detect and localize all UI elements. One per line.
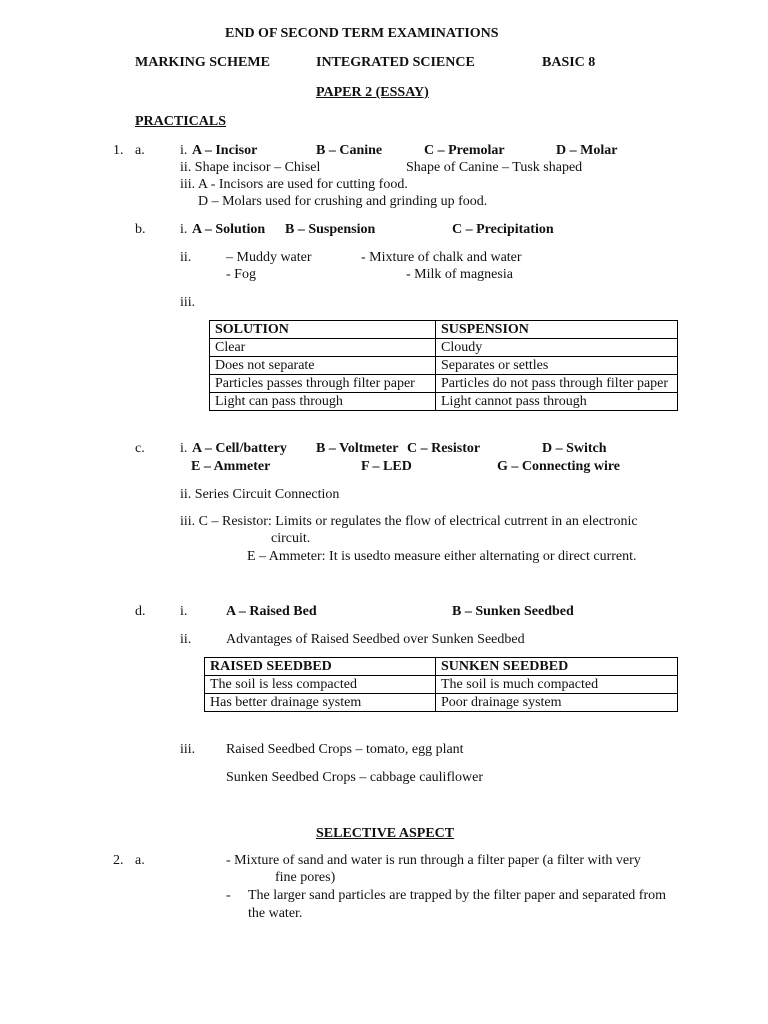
c-i-item: E – Ammeter <box>191 459 271 474</box>
a-i-item: A – Incisor <box>192 143 258 158</box>
a-ii-right: Shape of Canine – Tusk shaped <box>406 160 583 175</box>
part-a-label: a. <box>135 853 145 868</box>
part-a-label: a. <box>135 143 145 158</box>
part-b-label: b. <box>135 222 146 237</box>
d-iii-line: Raised Seedbed Crops – tomato, egg plant <box>226 742 464 757</box>
question-number: 1. <box>113 143 124 158</box>
table-cell: Does not separate <box>210 357 436 375</box>
subject-label: INTEGRATED SCIENCE <box>316 55 475 70</box>
b-i-item: C – Precipitation <box>452 222 554 237</box>
c-i-item: B – Voltmeter <box>316 441 399 456</box>
c-i-item: F – LED <box>361 459 412 474</box>
d-i-label: i. <box>180 604 188 619</box>
c-iii-line: iii. C – Resistor: Limits or regulates the flow of electrical cutrrent in an electronic <box>180 514 638 529</box>
class-label: BASIC 8 <box>542 55 596 70</box>
table-cell: Particles do not pass through filter paper <box>436 375 678 393</box>
c-i-item: D – Switch <box>542 441 607 456</box>
d-i-item: B – Sunken Seedbed <box>452 604 574 619</box>
b-i-label: i. <box>180 222 188 237</box>
c-i-item: G – Connecting wire <box>497 459 621 474</box>
d-i-item: A – Raised Bed <box>226 604 317 619</box>
a-i-item: C – Premolar <box>424 143 505 158</box>
table-cell: Light cannot pass through <box>436 393 678 411</box>
table-cell: Clear <box>210 339 436 357</box>
table-header-row <box>205 658 678 676</box>
a-i-item: B – Canine <box>316 143 383 158</box>
table-cell: The soil is less compacted <box>205 676 436 694</box>
table-cell: Light can pass through <box>210 393 436 411</box>
c-i-item: C – Resistor <box>407 441 481 456</box>
table-cell: The soil is much compacted <box>436 676 678 694</box>
table-header-cell: SUSPENSION <box>436 321 678 339</box>
a-i-label: i. <box>180 143 188 158</box>
seedbed-table <box>204 657 678 712</box>
d-ii-label: ii. <box>180 632 192 647</box>
c-iii-line: E – Ammeter: It is usedto measure either alternating or direct current. <box>247 549 637 564</box>
b-i-item: A – Solution <box>192 222 266 237</box>
table-cell: Separates or settles <box>436 357 678 375</box>
a-ii-left: ii. Shape incisor – Chisel <box>180 160 321 175</box>
exam-title: END OF SECOND TERM EXAMINATIONS <box>225 26 499 41</box>
a-iii-line: D – Molars used for crushing and grinding up food. <box>198 194 488 209</box>
practicals-heading: PRACTICALS <box>135 114 227 129</box>
table-row <box>205 694 678 712</box>
d-iii-label: iii. <box>180 742 196 757</box>
paper-label: PAPER 2 (ESSAY) <box>316 85 429 100</box>
a-iii-line: iii. A - Incisors are used for cutting food. <box>180 177 408 192</box>
solution-suspension-table <box>209 320 678 411</box>
b-ii-example: - Mixture of chalk and water <box>361 250 522 265</box>
table-header-cell: RAISED SEEDBED <box>205 658 436 676</box>
table-header-row <box>210 321 678 339</box>
b-ii-example: – Muddy water <box>226 250 312 265</box>
c-i-item: A – Cell/battery <box>192 441 287 456</box>
marking-scheme-label: MARKING SCHEME <box>135 55 270 70</box>
part-c-label: c. <box>135 441 145 456</box>
b-ii-example: - Fog <box>226 267 256 282</box>
c-ii-line: ii. Series Circuit Connection <box>180 487 340 502</box>
table-cell: Particles passes through filter paper <box>210 375 436 393</box>
b-i-item: B – Suspension <box>285 222 376 237</box>
b-ii-example: - Milk of magnesia <box>406 267 513 282</box>
table-header-cell: SOLUTION <box>210 321 436 339</box>
c-i-label: i. <box>180 441 188 456</box>
answer-line: the water. <box>248 906 303 921</box>
c-iii-line: circuit. <box>271 531 311 546</box>
answer-line: The larger sand particles are trapped by the filter paper and separated from <box>248 888 666 903</box>
table-row <box>210 393 678 411</box>
a-i-item: D – Molar <box>556 143 618 158</box>
table-row <box>210 357 678 375</box>
table-row <box>205 676 678 694</box>
table-cell: Cloudy <box>436 339 678 357</box>
part-d-label: d. <box>135 604 146 619</box>
answer-dash: - <box>226 888 231 903</box>
table-header-cell: SUNKEN SEEDBED <box>436 658 678 676</box>
table-row <box>210 375 678 393</box>
selective-heading: SELECTIVE ASPECT <box>316 826 455 841</box>
b-ii-label: ii. <box>180 250 192 265</box>
question-number: 2. <box>113 853 124 868</box>
d-ii-text: Advantages of Raised Seedbed over Sunken Seedbed <box>226 632 525 647</box>
answer-line: - Mixture of sand and water is run through a filter paper (a filter with very <box>226 853 641 868</box>
d-iii-line: Sunken Seedbed Crops – cabbage cauliflower <box>226 770 483 785</box>
answer-line: fine pores) <box>275 870 336 885</box>
table-cell: Has better drainage system <box>205 694 436 712</box>
table-cell: Poor drainage system <box>436 694 678 712</box>
b-iii-label: iii. <box>180 295 196 310</box>
table-row <box>210 339 678 357</box>
